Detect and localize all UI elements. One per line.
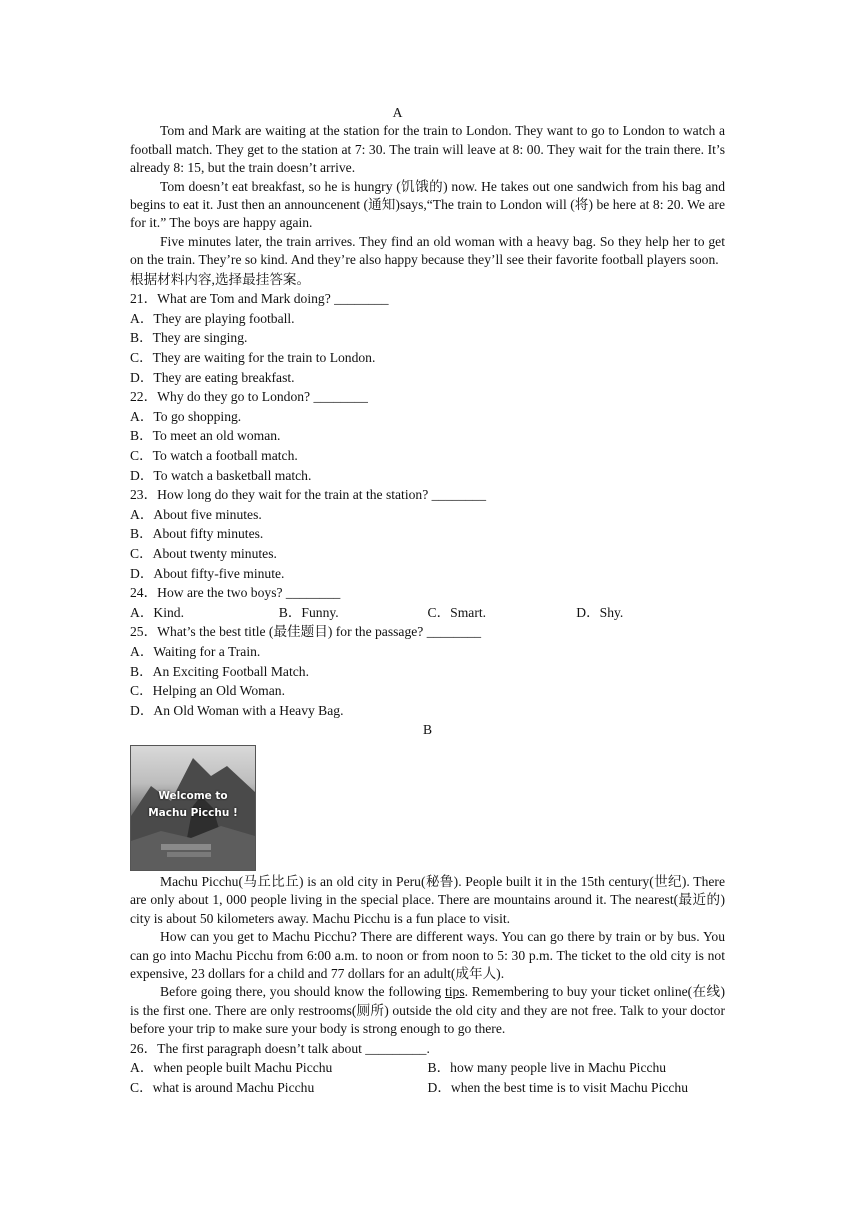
question-26-option-b[interactable]: B．how many people live in Machu Picchu — [427, 1060, 667, 1076]
question-24-option-a[interactable]: A．Kind. — [130, 604, 184, 620]
question-23-stem: 23．How long do they wait for the train at the station? ________ — [130, 487, 487, 503]
passage-a-paragraph-1: Tom and Mark are waiting at the station for the train to London. They want to go to London to watch a football match. They get to the station at 7: 30. The train will leave at 8: 00. They wait for the train there. It’s already 8: 15, but the train doesn’t arrive. — [130, 123, 725, 176]
question-25-stem: 25．What’s the best title (最佳题目) for the passage? ________ — [130, 624, 482, 640]
question-26-option-d[interactable]: D．when the best time is to visit Machu Picchu — [427, 1079, 689, 1095]
question-26-options-row-2 — [130, 1078, 725, 1098]
underlined-word-tips: tips — [444, 984, 465, 1000]
question-22-option-a[interactable]: A．To go shopping. — [130, 408, 242, 424]
photo-caption-line-2: Machu Picchu ! — [148, 806, 238, 819]
instruction: 根据材料内容,选择最挂答案。 — [130, 271, 311, 287]
question-21-option-d[interactable]: D．They are eating breakfast. — [130, 369, 295, 385]
section-b-heading: B — [422, 722, 433, 738]
question-26-options-row-1 — [130, 1058, 725, 1078]
photo-caption-line-1: Welcome to — [158, 789, 228, 802]
passage-a-paragraph-2: Tom doesn’t eat breakfast, so he is hungry (饥饿的) now. He takes out one sandwich from his bag and begins to eat it. Just then an announcenent (通知)says,“The train to London will (将) be here at 8: 20. We are for it.” The boys are happy again. — [130, 178, 725, 231]
machu-picchu-photo — [130, 745, 256, 871]
question-22-option-c[interactable]: C．To watch a football match. — [130, 448, 298, 463]
question-24-option-d[interactable]: D．Shy. — [576, 604, 624, 620]
exam-page — [130, 104, 725, 1097]
question-23-option-c[interactable]: C．About twenty minutes. — [130, 545, 277, 561]
question-23-option-b[interactable]: B．About fifty minutes. — [130, 526, 264, 542]
question-25-option-c[interactable]: C．Helping an Old Woman. — [130, 683, 285, 699]
question-24-stem: 24．How are the two boys? ________ — [130, 585, 341, 601]
question-21-option-a[interactable]: A．They are playing football. — [130, 310, 295, 326]
question-25-option-d[interactable]: D．An Old Woman with a Heavy Bag. — [130, 702, 344, 718]
passage-b-paragraph-3 — [130, 983, 725, 1038]
question-26-option-a[interactable]: A．when people built Machu Picchu — [130, 1060, 333, 1076]
section-a-heading: A — [392, 105, 403, 120]
question-21-option-b[interactable]: B．They are singing. — [130, 330, 248, 346]
question-21-stem: 21．What are Tom and Mark doing? ________ — [130, 291, 389, 307]
question-22-option-b[interactable]: B．To meet an old woman. — [130, 428, 281, 444]
question-21-option-c[interactable]: C．They are waiting for the train to London. — [130, 350, 376, 366]
question-25-option-b[interactable]: B．An Exciting Football Match. — [130, 663, 309, 679]
photo-caption — [131, 788, 255, 822]
question-24-option-b[interactable]: B．Funny. — [278, 604, 339, 620]
question-22-stem: 22．Why do they go to London? ________ — [130, 389, 368, 405]
question-24-options — [130, 603, 725, 623]
passage-a-paragraph-3: Five minutes later, the train arrives. They find an old woman with a heavy bag. So they help her to get on the train. They’re so kind. And they’re also happy because they’ll see their favorite football players soon. — [130, 233, 725, 268]
question-26-option-c[interactable]: C．what is around Machu Picchu — [130, 1079, 315, 1095]
question-26-stem: 26．The first paragraph doesn’t talk about _________. — [130, 1040, 430, 1056]
passage-b-paragraph-1: Machu Picchu(马丘比丘) is an old city in Peru(秘鲁). People built it in the 15th century(世纪). There are only about 1, 000 people living in the special place. There are mountains around it. The nearest(最近的) city is about 50 kilometers away. Machu Picchu is a fun place to visit. — [130, 873, 725, 926]
passage-b-paragraph-2: How can you get to Machu Picchu? There are different ways. You can go there by train or by bus. You can go into Machu Picchu from 6:00 a.m. to noon or from noon to 5: 30 p.m. The ticket to the old city is not expensive, 23 dollars for a child and 77 dollars for an adult(成年人). — [130, 929, 725, 981]
question-23-option-d[interactable]: D．About fifty-five minute. — [130, 565, 285, 581]
question-24-option-c[interactable]: C．Smart. — [427, 604, 487, 620]
paragraph-3-end: . Remembering to buy your ticket online(在线) is the first one. There are only restrooms(厕所) outside the old city and they are not free. Talk to your doctor before your trip to make sure your body is strong enough to go there. — [130, 984, 726, 1037]
question-23-option-a[interactable]: A．About five minutes. — [130, 506, 262, 522]
paragraph-3-start: Before going there, you should know the following — [160, 984, 445, 1000]
question-22-option-d[interactable]: D．To watch a basketball match. — [130, 467, 312, 483]
question-25-option-a[interactable]: A．Waiting for a Train. — [130, 643, 261, 659]
